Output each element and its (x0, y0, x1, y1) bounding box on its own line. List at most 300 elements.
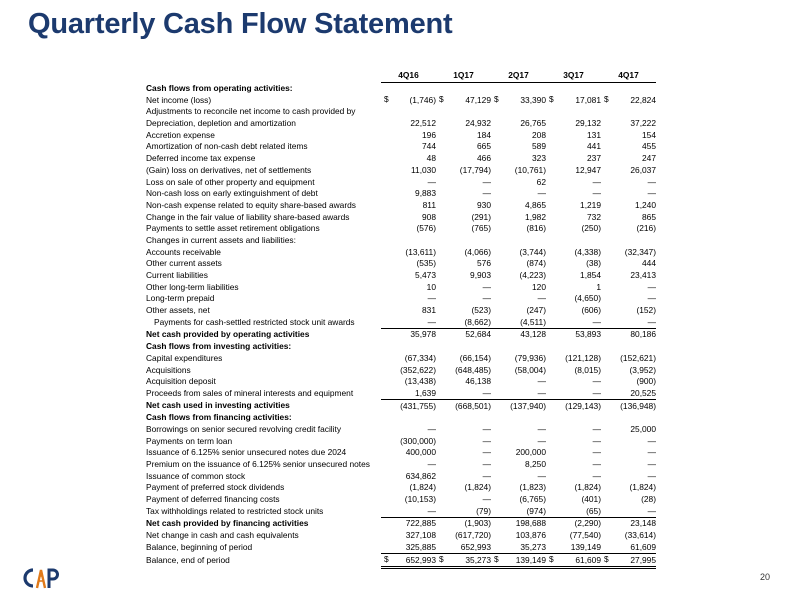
value-text: 61,609 (630, 541, 656, 552)
value-text: — (647, 459, 656, 470)
value-text: 722,885 (405, 518, 436, 529)
table-row (146, 188, 656, 200)
cell-value (601, 293, 656, 305)
cell-value (491, 530, 546, 542)
cell-value (381, 353, 436, 365)
value-text: (1,824) (574, 482, 601, 493)
value-text: — (537, 387, 546, 398)
value-text: (121,128) (565, 352, 601, 363)
cell-value (546, 424, 601, 436)
cell-value (436, 435, 491, 447)
value-text: 634,862 (405, 470, 436, 481)
value-text: 441 (587, 141, 601, 152)
value-text: 37,222 (630, 118, 656, 129)
cell-value (491, 165, 546, 177)
cell-value (436, 329, 491, 341)
cell-value (381, 494, 436, 506)
table-row (146, 459, 656, 471)
value-text: — (482, 470, 491, 481)
cell-value (601, 518, 656, 530)
row-label: Other assets, net (146, 305, 210, 316)
value-text: — (647, 281, 656, 292)
cell-value (491, 341, 546, 353)
value-text: (401) (581, 494, 601, 505)
cell-value (436, 316, 491, 328)
column-header: 2Q17 (491, 70, 546, 82)
table-row (146, 118, 656, 130)
cell-value (436, 341, 491, 353)
value-text: (250) (581, 223, 601, 234)
cell-value (491, 388, 546, 400)
column-header: 3Q17 (546, 70, 601, 82)
cell-value (381, 435, 436, 447)
cell-value (546, 94, 601, 106)
value-text: — (592, 459, 601, 470)
value-text: (38) (586, 258, 601, 269)
cell-value (601, 316, 656, 328)
value-text: — (427, 293, 436, 304)
cell-value (601, 305, 656, 317)
cell-value (436, 188, 491, 200)
value-text: 35,273 (465, 554, 491, 565)
cell-value (601, 176, 656, 188)
cell-value (381, 94, 436, 106)
row-label: Tax withholdings related to restricted stock units (146, 506, 324, 517)
currency-symbol: $ (439, 554, 444, 565)
cell-value (491, 270, 546, 282)
cell-value (546, 412, 601, 424)
value-text: 208 (532, 129, 546, 140)
value-text: 908 (422, 211, 436, 222)
value-text: 744 (422, 141, 436, 152)
cell-value (601, 459, 656, 471)
cell-value (436, 424, 491, 436)
column-header: 4Q17 (601, 70, 656, 82)
cell-value (491, 518, 546, 530)
value-text: (4,223) (519, 270, 546, 281)
value-text: (67,334) (404, 352, 436, 363)
cell-value (546, 293, 601, 305)
column-header: 4Q16 (381, 70, 436, 82)
cell-value (546, 494, 601, 506)
table-row (146, 153, 656, 165)
value-text: (10,761) (514, 164, 546, 175)
table-row (146, 470, 656, 482)
value-text: — (537, 435, 546, 446)
row-label: Long-term prepaid (146, 293, 215, 304)
cell-value (381, 165, 436, 177)
cell-value (436, 235, 491, 247)
value-text: (129,143) (565, 400, 601, 411)
value-text: 20,525 (630, 387, 656, 398)
value-text: (152,621) (620, 352, 656, 363)
cell-value (381, 400, 436, 412)
value-text: — (482, 188, 491, 199)
value-text: 25,000 (630, 423, 656, 434)
cell-value (436, 258, 491, 270)
cell-value (381, 412, 436, 424)
value-text: 26,765 (520, 118, 546, 129)
value-text: (77,540) (569, 530, 601, 541)
cell-value (436, 281, 491, 293)
cell-value (381, 188, 436, 200)
value-text: (1,824) (629, 482, 656, 493)
value-text: — (647, 470, 656, 481)
value-text: 4,865 (525, 199, 546, 210)
row-label: Other current assets (146, 258, 222, 269)
cell-value (546, 82, 601, 94)
cell-value (436, 293, 491, 305)
table-row (146, 482, 656, 494)
subtotal-row (146, 329, 656, 341)
cell-value (491, 293, 546, 305)
cell-value (436, 305, 491, 317)
cell-value (601, 494, 656, 506)
cell-value (601, 376, 656, 388)
cell-value (546, 447, 601, 459)
value-text: (816) (526, 223, 546, 234)
value-text: (291) (471, 211, 491, 222)
value-text: (4,650) (574, 293, 601, 304)
row-label: Balance, beginning of period (146, 542, 253, 553)
currency-symbol: $ (494, 94, 499, 105)
row-label: Proceeds from sales of mineral interests and equipment (146, 388, 354, 399)
cell-value (491, 258, 546, 270)
row-label: Other long-term liabilities (146, 281, 239, 292)
cell-value (601, 412, 656, 424)
value-text: 466 (477, 153, 491, 164)
row-label: Adjustments to reconcile net income to cash provided by (146, 106, 356, 117)
value-text: (10,153) (404, 494, 436, 505)
value-text: — (647, 505, 656, 516)
table-row (146, 270, 656, 282)
cell-value (601, 106, 656, 118)
row-label: Loss on sale of other property and equipment (146, 176, 315, 187)
value-text: — (592, 316, 601, 327)
value-text: 154 (642, 129, 656, 140)
value-text: (152) (636, 305, 656, 316)
cell-value (436, 270, 491, 282)
value-text: 930 (477, 199, 491, 210)
cell-value (546, 388, 601, 400)
cell-value (491, 211, 546, 223)
cell-value (491, 353, 546, 365)
cell-value (601, 388, 656, 400)
cell-value (601, 470, 656, 482)
table-row (146, 447, 656, 459)
cell-value (436, 353, 491, 365)
currency-symbol: $ (549, 554, 554, 565)
cell-value (601, 424, 656, 436)
value-text: (900) (636, 376, 656, 387)
currency-symbol: $ (549, 94, 554, 105)
value-text: 444 (642, 258, 656, 269)
table-row (146, 141, 656, 153)
cell-value (491, 246, 546, 258)
cell-value (381, 200, 436, 212)
cell-value (601, 129, 656, 141)
cell-value (601, 353, 656, 365)
cell-value (546, 400, 601, 412)
cell-value (601, 94, 656, 106)
value-text: 22,512 (410, 118, 436, 129)
value-text: 17,081 (575, 94, 601, 105)
cell-value (436, 554, 491, 568)
row-label: Net cash provided by operating activities (146, 329, 310, 340)
value-text: (58,004) (514, 364, 546, 375)
cash-flow-table (146, 70, 656, 569)
cell-value (546, 353, 601, 365)
cell-value (546, 188, 601, 200)
value-text: 589 (532, 141, 546, 152)
subtotal-row (146, 400, 656, 412)
cell-value (491, 435, 546, 447)
currency-symbol: $ (384, 94, 389, 105)
value-text: 200,000 (515, 447, 546, 458)
cell-value (381, 459, 436, 471)
value-text: (1,823) (519, 482, 546, 493)
value-text: 1,854 (580, 270, 601, 281)
table-row (146, 293, 656, 305)
cell-value (436, 530, 491, 542)
table-body (146, 82, 656, 567)
cell-value (601, 153, 656, 165)
row-label: Balance, end of period (146, 555, 230, 566)
cell-value (601, 246, 656, 258)
row-label: Capital expenditures (146, 352, 223, 363)
currency-symbol: $ (384, 554, 389, 565)
column-header: 1Q17 (436, 70, 491, 82)
cell-value (491, 188, 546, 200)
cell-value (381, 141, 436, 153)
cell-value (381, 542, 436, 554)
currency-symbol: $ (439, 94, 444, 105)
value-text: — (592, 376, 601, 387)
cell-value (546, 270, 601, 282)
cell-value (381, 258, 436, 270)
cell-value (546, 376, 601, 388)
row-label: Accounts receivable (146, 246, 221, 257)
cell-value (546, 223, 601, 235)
cell-value (436, 129, 491, 141)
header-spacer (146, 70, 381, 82)
subtotal-row (146, 518, 656, 530)
cell-value (601, 447, 656, 459)
currency-symbol: $ (604, 94, 609, 105)
cell-value (491, 129, 546, 141)
value-text: 61,609 (575, 554, 601, 565)
cell-value (601, 118, 656, 130)
value-text: 327,108 (405, 530, 436, 541)
value-text: — (537, 188, 546, 199)
value-text: 237 (587, 153, 601, 164)
cell-value (381, 281, 436, 293)
table-row (146, 505, 656, 517)
cell-value (381, 129, 436, 141)
cell-value (491, 118, 546, 130)
cell-value (381, 235, 436, 247)
row-label: Deferred income tax expense (146, 153, 256, 164)
cell-value (601, 141, 656, 153)
value-text: 131 (587, 129, 601, 140)
cell-value (491, 554, 546, 568)
cell-value (381, 329, 436, 341)
cell-value (601, 200, 656, 212)
value-text: 732 (587, 211, 601, 222)
cell-value (381, 106, 436, 118)
value-text: (4,511) (520, 316, 546, 327)
value-text: — (427, 316, 436, 327)
value-text: (606) (581, 305, 601, 316)
row-label: Issuance of 6.125% senior unsecured notes due 2024 (146, 447, 347, 458)
value-text: 53,893 (575, 329, 601, 340)
value-text: 196 (422, 129, 436, 140)
value-text: (6,765) (519, 494, 546, 505)
table-row (146, 316, 656, 328)
value-text: — (482, 459, 491, 470)
cell-value (491, 176, 546, 188)
cell-value (601, 82, 656, 94)
value-text: — (647, 435, 656, 446)
value-text: — (482, 494, 491, 505)
row-label: Net cash provided by financing activities (146, 518, 309, 529)
value-text: 9,883 (415, 188, 436, 199)
cell-value (546, 482, 601, 494)
value-text: (17,794) (459, 164, 491, 175)
value-text: — (647, 188, 656, 199)
value-text: 46,138 (465, 376, 491, 387)
table-row (146, 364, 656, 376)
row-label: Current liabilities (146, 270, 208, 281)
cell-value (381, 530, 436, 542)
cell-value (381, 447, 436, 459)
value-text: (4,066) (464, 246, 491, 257)
cell-value (601, 223, 656, 235)
row-label: Payment of preferred stock dividends (146, 482, 285, 493)
cell-value (381, 424, 436, 436)
cell-value (436, 106, 491, 118)
cell-value (601, 341, 656, 353)
cell-value (436, 165, 491, 177)
cell-value (436, 141, 491, 153)
cell-value (491, 470, 546, 482)
cell-value (601, 542, 656, 554)
cell-value (546, 542, 601, 554)
value-text: (1,903) (464, 518, 491, 529)
table-row (146, 258, 656, 270)
row-label: Payments to settle asset retirement obligations (146, 223, 320, 234)
row-label: Changes in current assets and liabilities: (146, 234, 296, 245)
value-text: 1,982 (525, 211, 546, 222)
value-text: 62 (536, 176, 546, 187)
value-text: — (647, 293, 656, 304)
value-text: 10 (426, 281, 436, 292)
value-text: (3,952) (629, 364, 656, 375)
cell-value (381, 482, 436, 494)
row-label: Cash flows from financing activities: (146, 412, 292, 423)
value-text: 12,947 (575, 164, 601, 175)
cell-value (491, 400, 546, 412)
cell-value (381, 505, 436, 517)
cell-value (491, 281, 546, 293)
cell-value (546, 364, 601, 376)
cell-value (601, 329, 656, 341)
value-text: (3,744) (519, 246, 546, 257)
cell-value (601, 281, 656, 293)
value-text: — (592, 188, 601, 199)
cell-value (436, 82, 491, 94)
cell-value (491, 542, 546, 554)
value-text: (79) (476, 505, 491, 516)
table-row (146, 388, 656, 400)
cell-value (601, 554, 656, 568)
value-text: (1,746) (409, 94, 436, 105)
value-text: 11,030 (411, 164, 436, 175)
table-row (146, 305, 656, 317)
table-row (146, 211, 656, 223)
value-text: (765) (471, 223, 491, 234)
value-text: (535) (416, 258, 436, 269)
cell-value (546, 176, 601, 188)
row-label: Issuance of common stock (146, 470, 246, 481)
cell-value (491, 235, 546, 247)
value-text: — (482, 281, 491, 292)
value-text: 247 (642, 153, 656, 164)
value-text: 43,128 (520, 329, 546, 340)
table-row (146, 281, 656, 293)
cell-value (491, 376, 546, 388)
value-text: 120 (532, 281, 546, 292)
value-text: 139,149 (570, 541, 601, 552)
value-text: (523) (471, 305, 491, 316)
cell-value (601, 270, 656, 282)
cell-value (436, 518, 491, 530)
value-text: 35,978 (410, 329, 436, 340)
cell-value (436, 482, 491, 494)
table-row (146, 530, 656, 542)
value-text: (13,611) (405, 246, 436, 257)
cell-value (381, 223, 436, 235)
value-text: — (537, 423, 546, 434)
cell-value (546, 530, 601, 542)
row-label: Cash flows from investing activities: (146, 341, 292, 352)
cell-value (546, 329, 601, 341)
value-text: 27,995 (630, 554, 656, 565)
cell-value (601, 235, 656, 247)
value-text: (13,438) (404, 376, 436, 387)
table-row (146, 106, 656, 118)
table-row (146, 200, 656, 212)
cell-value (436, 364, 491, 376)
cell-value (491, 141, 546, 153)
cell-value (381, 118, 436, 130)
cell-value (381, 341, 436, 353)
table-row (146, 129, 656, 141)
cell-value (491, 459, 546, 471)
cell-value (546, 518, 601, 530)
value-text: 103,876 (515, 530, 546, 541)
cell-value (546, 305, 601, 317)
section-header-row (146, 412, 656, 424)
value-text: — (647, 316, 656, 327)
cell-value (546, 341, 601, 353)
value-text: (352,622) (400, 364, 436, 375)
value-text: (247) (526, 305, 546, 316)
value-text: 8,250 (525, 459, 546, 470)
section-header-row (146, 341, 656, 353)
value-text: 1,639 (415, 387, 436, 398)
value-text: (576) (416, 223, 436, 234)
